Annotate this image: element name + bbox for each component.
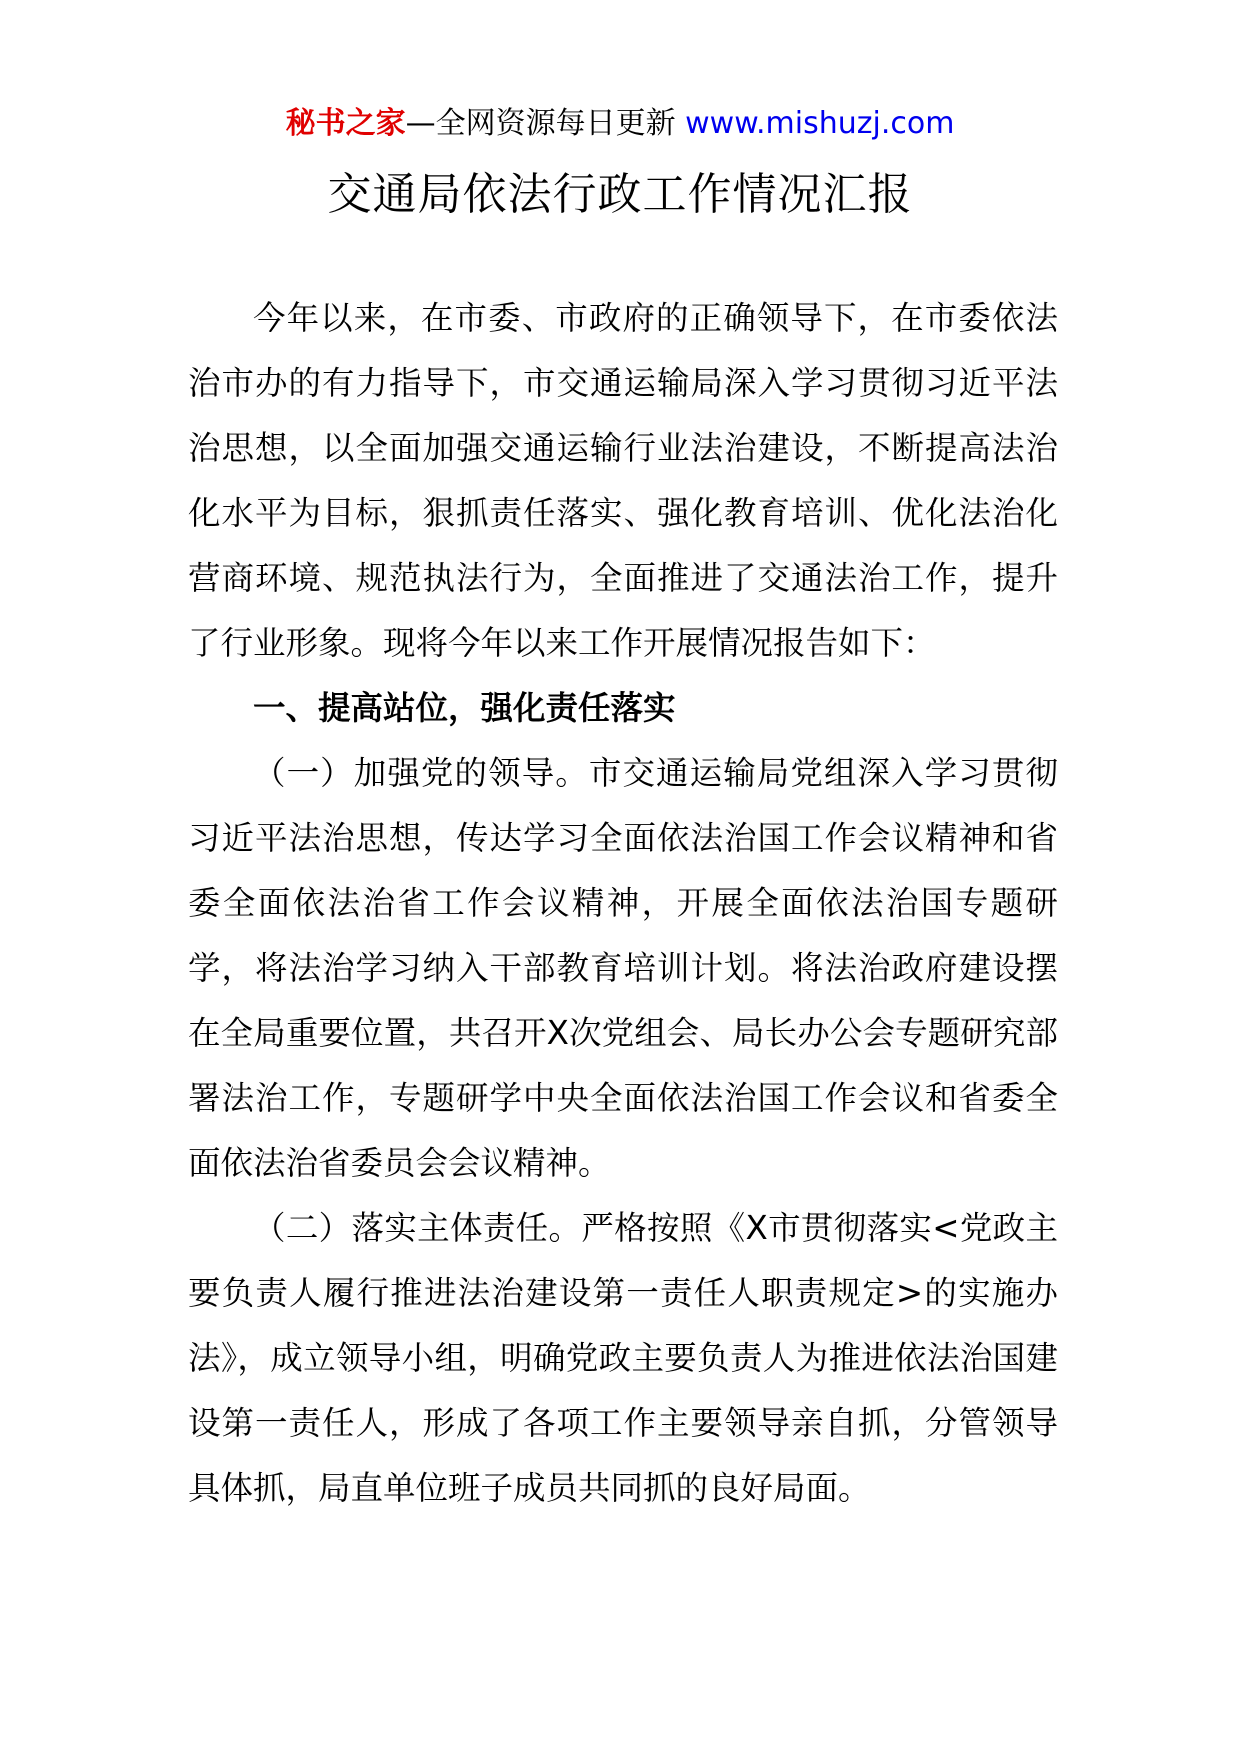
subsection-paragraph-1: （一）加强党的领导。市交通运输局党组深入学习贯彻习近平法治思想，传达学习全面依法治国工作会议精神和省委全面依法治省工作会议精神，开展全面依法治国专题研学，将法治学习纳入干部教育培训计划。将法治政府建设摆在全局重要位置，共召开X次党组会、局长办公会专题研究部署法治工作，专题研学中央全面依法治国工作会议和省委全面依法治省委员会会议精神。 — [188, 754, 1058, 1182]
document-body — [188, 286, 1058, 1521]
section-heading-1: 一、提高站位，强化责任落实 — [253, 689, 676, 727]
brand-name: 秘书之家 — [285, 106, 406, 141]
site-url[interactable]: www.mishuzj.com — [685, 106, 955, 141]
intro-paragraph: 今年以来，在市委、市政府的正确领导下，在市委依法治市办的有力指导下，市交通运输局深入学习贯彻习近平法治思想，以全面加强交通运输行业法治建设，不断提高法治化水平为目标，狠抓责任落实、强化教育培训、优化法治化营商环境、规范执法行为，全面推进了交通法治工作，提升了行业形象。现将今年以来工作开展情况报告如下： — [188, 299, 1058, 662]
header-slogan: —全网资源每日更新 — [405, 106, 676, 141]
document-title: 交通局依法行政工作情况汇报 — [327, 169, 913, 220]
subsection-paragraph-2: （二）落实主体责任。严格按照《X市贯彻落实<党政主要负责人履行推进法治建设第一责任人职责规定>的实施办法》，成立领导小组，明确党政主要负责人为推进依法治国建设第一责任人，形成了各项工作主要领导亲自抓，分管领导具体抓，局直单位班子成员共同抓的良好局面。 — [188, 1209, 1058, 1507]
site-header — [0, 100, 1240, 148]
